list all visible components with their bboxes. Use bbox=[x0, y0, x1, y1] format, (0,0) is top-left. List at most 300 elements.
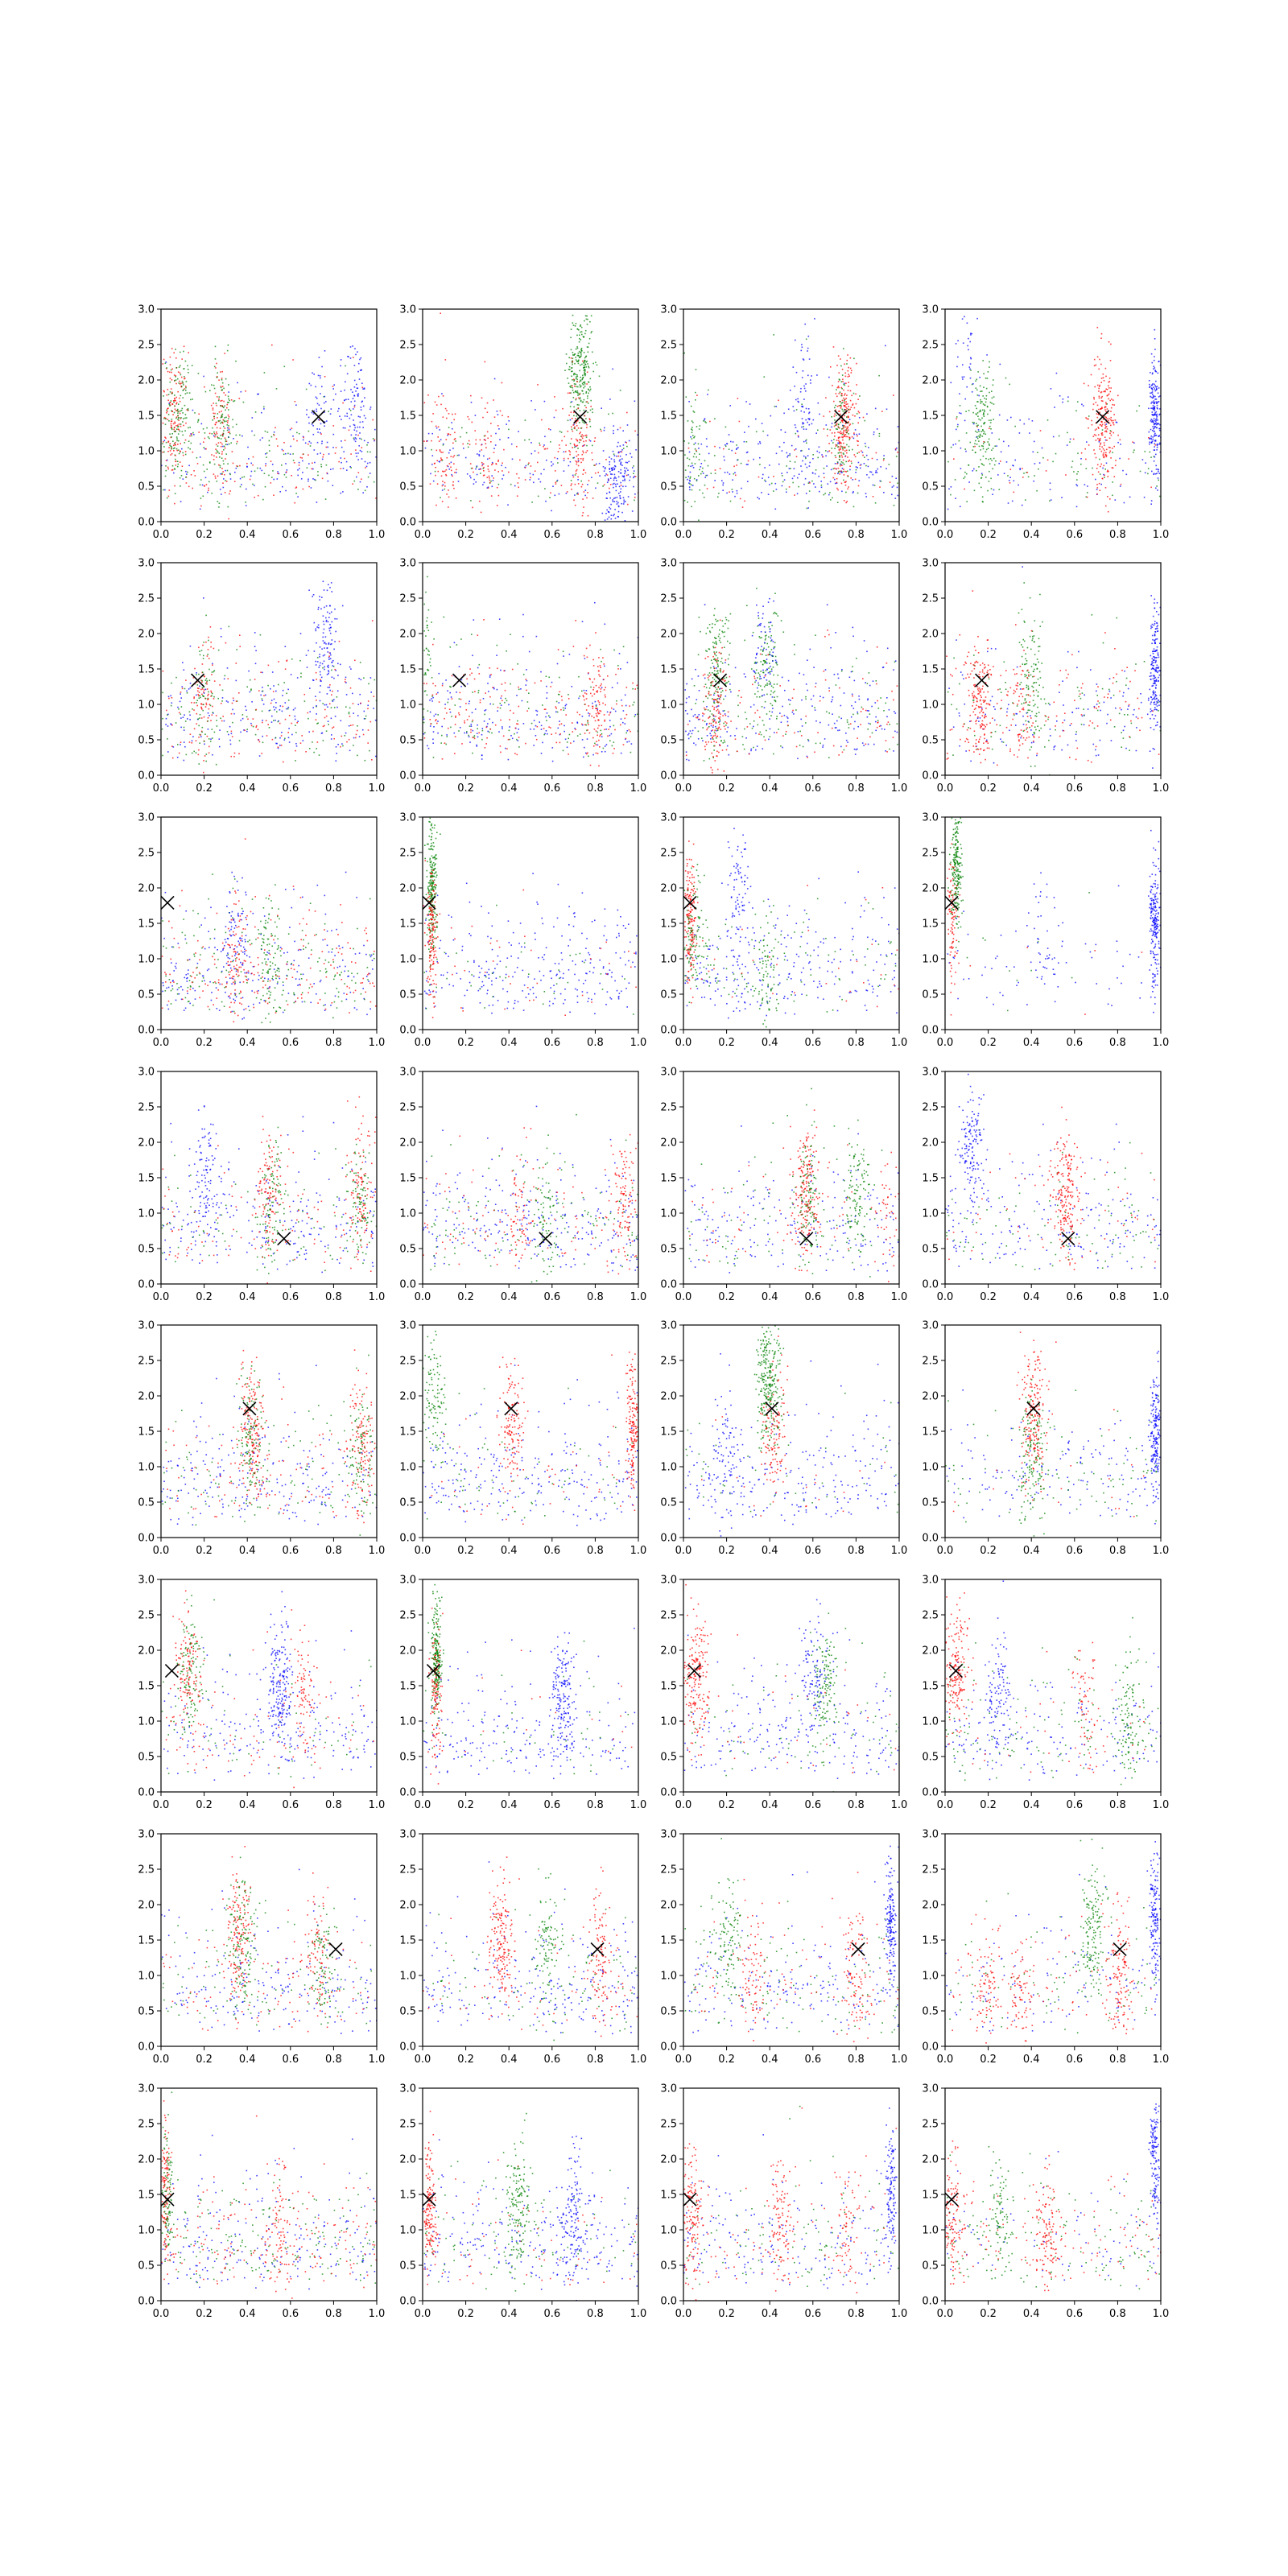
scatter-point bbox=[188, 486, 190, 488]
scatter-point bbox=[202, 688, 204, 690]
scatter-point bbox=[456, 691, 457, 693]
scatter-point bbox=[269, 727, 270, 729]
scatter-point bbox=[215, 367, 217, 369]
scatter-point bbox=[212, 737, 213, 739]
scatter-point bbox=[687, 479, 688, 481]
scatter-point bbox=[984, 398, 985, 399]
scatter-point bbox=[335, 394, 336, 395]
scatter-point bbox=[797, 398, 799, 400]
scatter-point bbox=[568, 357, 570, 359]
scatter-point bbox=[442, 489, 444, 491]
scatter-point bbox=[214, 732, 216, 733]
scatter-point bbox=[448, 433, 449, 435]
scatter-point bbox=[1099, 386, 1100, 387]
scatter-point bbox=[1108, 387, 1110, 389]
scatter-point bbox=[621, 489, 622, 490]
scatter-point bbox=[1092, 424, 1093, 426]
scatter-point bbox=[568, 431, 569, 432]
scatter-point bbox=[556, 701, 558, 703]
scatter-point bbox=[497, 460, 499, 461]
scatter-point bbox=[1110, 451, 1112, 452]
scatter-point bbox=[320, 609, 322, 610]
scatter-point bbox=[465, 457, 467, 459]
scatter-point bbox=[236, 649, 237, 650]
scatter-point bbox=[456, 472, 457, 473]
scatter-point bbox=[350, 389, 352, 390]
scatter-point bbox=[737, 490, 738, 492]
scatter-point bbox=[188, 465, 190, 467]
scatter-point bbox=[568, 369, 570, 370]
scatter-point bbox=[622, 486, 624, 488]
scatter-point bbox=[167, 371, 169, 373]
scatter-point bbox=[489, 476, 490, 477]
scatter-point bbox=[225, 458, 226, 460]
scatter-point bbox=[832, 497, 833, 499]
scatter-point bbox=[696, 426, 698, 427]
scatter-point bbox=[622, 480, 624, 481]
scatter-point bbox=[980, 487, 982, 489]
scatter-point bbox=[280, 705, 282, 707]
scatter-point bbox=[859, 480, 861, 481]
scatter-point bbox=[166, 361, 167, 363]
scatter-point bbox=[303, 437, 304, 439]
scatter-point bbox=[211, 384, 213, 386]
scatter-point bbox=[436, 426, 437, 427]
scatter-point bbox=[463, 448, 464, 449]
scatter-point bbox=[1119, 458, 1121, 460]
scatter-point bbox=[718, 493, 720, 494]
scatter-point bbox=[348, 398, 349, 400]
scatter-point bbox=[245, 706, 246, 708]
scatter-point bbox=[584, 382, 585, 383]
scatter-point bbox=[274, 435, 275, 436]
scatter-point bbox=[1104, 452, 1105, 454]
scatter-point bbox=[1110, 457, 1112, 459]
scatter-point bbox=[611, 473, 613, 475]
scatter-point bbox=[1107, 428, 1108, 430]
scatter-point bbox=[199, 695, 200, 696]
scatter-point bbox=[1104, 450, 1105, 452]
scatter-point bbox=[812, 458, 814, 460]
scatter-point bbox=[297, 720, 299, 722]
scatter-point bbox=[322, 456, 324, 458]
scatter-point bbox=[1154, 414, 1156, 415]
scatter-point bbox=[476, 440, 477, 441]
scatter-point bbox=[326, 716, 328, 717]
scatter-point bbox=[790, 468, 791, 469]
scatter-point bbox=[208, 436, 209, 438]
scatter-point bbox=[585, 435, 587, 436]
scatter-point bbox=[319, 596, 320, 597]
scatter-point bbox=[473, 619, 475, 621]
scatter-point bbox=[295, 724, 296, 726]
scatter-point bbox=[1107, 389, 1108, 390]
scatter-point bbox=[844, 385, 846, 386]
scatter-point bbox=[509, 726, 510, 728]
scatter-point bbox=[599, 475, 601, 477]
scatter-point bbox=[361, 357, 362, 359]
scatter-point bbox=[615, 477, 617, 479]
scatter-point bbox=[577, 386, 579, 388]
scatter-point bbox=[461, 679, 463, 681]
scatter-point bbox=[221, 444, 223, 445]
scatter-point bbox=[364, 397, 365, 398]
scatter-point bbox=[981, 390, 983, 392]
scatter-point bbox=[488, 487, 489, 489]
scatter-point bbox=[617, 483, 618, 485]
scatter-point bbox=[990, 478, 992, 480]
scatter-point bbox=[221, 473, 223, 475]
scatter-point bbox=[511, 444, 513, 445]
scatter-point bbox=[493, 452, 495, 453]
scatter-point bbox=[746, 452, 748, 454]
scatter-point bbox=[198, 754, 200, 756]
scatter-point bbox=[625, 462, 627, 464]
scatter-point bbox=[991, 460, 993, 461]
scatter-point bbox=[582, 484, 584, 485]
scatter-point bbox=[841, 428, 843, 430]
scatter-point bbox=[737, 493, 738, 494]
scatter-point bbox=[1155, 465, 1157, 467]
scatter-point bbox=[265, 453, 266, 455]
subplot-r2-c2 bbox=[399, 558, 646, 795]
scatter-point bbox=[737, 459, 739, 460]
scatter-point bbox=[217, 433, 218, 435]
scatter-point bbox=[357, 388, 359, 390]
scatter-point bbox=[980, 401, 982, 402]
scatter-point bbox=[355, 449, 357, 451]
scatter-point bbox=[1155, 421, 1157, 423]
scatter-point bbox=[221, 422, 223, 423]
scatter-point bbox=[227, 444, 229, 446]
scatter-point bbox=[332, 485, 334, 486]
scatter-point bbox=[852, 449, 853, 451]
scatter-point bbox=[579, 341, 580, 343]
scatter-point bbox=[569, 366, 571, 368]
scatter-point bbox=[625, 485, 627, 487]
scatter-point bbox=[696, 481, 698, 482]
scatter-point bbox=[841, 446, 843, 448]
scatter-point bbox=[464, 720, 465, 722]
scatter-point bbox=[355, 434, 357, 436]
scatter-point bbox=[582, 383, 584, 385]
scatter-point bbox=[466, 731, 468, 733]
scatter-point bbox=[360, 662, 361, 663]
scatter-point bbox=[625, 695, 626, 696]
scatter-point bbox=[1022, 477, 1024, 478]
scatter-point bbox=[588, 722, 589, 724]
scatter-point bbox=[559, 733, 561, 735]
scatter-point bbox=[364, 415, 365, 417]
scatter-point bbox=[267, 431, 269, 433]
scatter-point bbox=[623, 710, 625, 712]
scatter-point bbox=[218, 398, 220, 400]
scatter-point bbox=[353, 703, 354, 704]
scatter-point bbox=[436, 505, 437, 506]
scatter-point bbox=[572, 686, 573, 687]
scatter-point bbox=[324, 704, 326, 706]
scatter-point bbox=[472, 691, 473, 693]
scatter-point bbox=[246, 729, 248, 730]
scatter-point bbox=[983, 403, 985, 405]
scatter-point bbox=[354, 660, 356, 662]
scatter-point bbox=[167, 497, 168, 499]
scatter-point bbox=[691, 406, 692, 407]
scatter-point bbox=[331, 738, 332, 740]
scatter-point bbox=[174, 398, 175, 399]
scatter-point bbox=[1110, 387, 1112, 389]
scatter-point bbox=[1042, 448, 1043, 449]
scatter-point bbox=[171, 697, 173, 699]
scatter-point bbox=[845, 401, 847, 402]
scatter-point bbox=[1034, 475, 1035, 477]
scatter-point bbox=[223, 449, 225, 451]
scatter-point bbox=[497, 710, 498, 712]
scatter-point bbox=[448, 699, 449, 700]
scatter-point bbox=[722, 485, 724, 486]
scatter-point bbox=[540, 473, 542, 475]
scatter-point bbox=[1087, 492, 1088, 493]
x-tick-label: 0.4 bbox=[762, 529, 778, 541]
scatter-point bbox=[840, 471, 842, 473]
scatter-point bbox=[982, 429, 984, 431]
scatter-point bbox=[270, 703, 272, 704]
scatter-point bbox=[281, 745, 283, 746]
scatter-point bbox=[316, 502, 318, 503]
scatter-point bbox=[343, 427, 345, 429]
scatter-point bbox=[635, 476, 637, 477]
scatter-point bbox=[203, 496, 204, 497]
y-tick-label: 0.5 bbox=[138, 735, 155, 747]
scatter-point bbox=[589, 421, 591, 423]
scatter-point bbox=[1099, 440, 1100, 441]
scatter-point bbox=[473, 737, 475, 738]
scatter-point bbox=[847, 456, 848, 458]
scatter-point bbox=[257, 468, 258, 469]
scatter-point bbox=[1155, 419, 1157, 420]
scatter-point bbox=[203, 658, 204, 659]
scatter-point bbox=[212, 714, 213, 716]
scatter-point bbox=[586, 435, 588, 436]
scatter-point bbox=[1113, 420, 1114, 422]
scatter-point bbox=[620, 445, 621, 447]
scatter-point bbox=[174, 503, 175, 505]
scatter-point bbox=[508, 429, 510, 431]
scatter-points bbox=[423, 312, 639, 521]
scatter-point bbox=[842, 462, 844, 464]
scatter-point bbox=[212, 419, 213, 421]
scatter-point bbox=[167, 389, 169, 390]
scatter-point bbox=[803, 428, 805, 430]
scatter-point bbox=[269, 444, 270, 446]
scatter-point bbox=[584, 375, 586, 377]
y-tick-label: 2.5 bbox=[660, 340, 677, 352]
scatter-point bbox=[260, 695, 262, 696]
scatter-point bbox=[331, 734, 332, 736]
scatter-point bbox=[275, 707, 277, 708]
scatter-point bbox=[590, 389, 592, 390]
scatter-point bbox=[736, 464, 737, 466]
scatter-point bbox=[1109, 381, 1111, 382]
scatter-point bbox=[620, 498, 621, 500]
scatter-point bbox=[973, 446, 975, 448]
scatter-point bbox=[585, 724, 587, 726]
scatter-point bbox=[962, 377, 964, 378]
scatter-point bbox=[1133, 449, 1135, 451]
scatter-point bbox=[175, 409, 176, 411]
scatter-point bbox=[474, 738, 476, 740]
scatter-point bbox=[537, 711, 539, 712]
scatter-point bbox=[588, 347, 589, 349]
scatter-point bbox=[287, 453, 289, 455]
scatter-point bbox=[547, 712, 548, 714]
scatter-point bbox=[848, 374, 849, 376]
scatter-point bbox=[807, 348, 809, 349]
scatter-point bbox=[436, 693, 438, 695]
scatter-point bbox=[1100, 408, 1101, 410]
scatter-point bbox=[850, 357, 852, 359]
scatter-point bbox=[357, 755, 358, 757]
scatter-point bbox=[301, 457, 303, 459]
scatter-point bbox=[229, 726, 231, 728]
scatter-point bbox=[575, 325, 576, 327]
scatter-point bbox=[1133, 452, 1134, 453]
scatter-point bbox=[316, 398, 318, 399]
scatter-point bbox=[587, 398, 588, 399]
scatter-point bbox=[1099, 396, 1100, 398]
scatter-point bbox=[621, 449, 623, 451]
scatter-point bbox=[313, 374, 315, 375]
scatter-point bbox=[216, 715, 217, 716]
scatter-point bbox=[1102, 424, 1104, 426]
scatter-point bbox=[1154, 407, 1155, 408]
scatter-point bbox=[1148, 408, 1150, 410]
scatter-point bbox=[610, 504, 612, 506]
scatter-point bbox=[801, 344, 803, 345]
scatter-point bbox=[200, 485, 201, 486]
scatter-point bbox=[576, 379, 578, 381]
scatter-point bbox=[848, 433, 850, 435]
scatter-point bbox=[599, 463, 601, 464]
scatter-point bbox=[1105, 452, 1107, 454]
scatter-point bbox=[600, 429, 601, 431]
scatter-point bbox=[1154, 365, 1155, 367]
scatter-point bbox=[191, 443, 192, 444]
scatter-point bbox=[690, 477, 691, 478]
scatter-point bbox=[980, 419, 981, 421]
scatter-point bbox=[875, 502, 877, 504]
scatter-point bbox=[795, 399, 797, 401]
scatter-point bbox=[436, 723, 438, 724]
scatter-point bbox=[613, 708, 615, 710]
scatter-point bbox=[362, 729, 364, 731]
scatter-point bbox=[729, 405, 731, 407]
scatter-point bbox=[612, 413, 613, 415]
scatter-point bbox=[431, 698, 432, 700]
scatter-point bbox=[239, 465, 241, 467]
scatter-point bbox=[617, 446, 618, 448]
scatter-point bbox=[444, 485, 446, 487]
scatter-point bbox=[575, 353, 576, 355]
scatter-point bbox=[489, 458, 490, 460]
scatter-point bbox=[1096, 457, 1097, 459]
scatter-point bbox=[299, 433, 300, 435]
scatter-point bbox=[880, 466, 881, 468]
scatter-point bbox=[178, 708, 180, 710]
scatter-point bbox=[981, 445, 983, 447]
scatter-point bbox=[589, 386, 591, 388]
scatter-point bbox=[246, 687, 248, 688]
scatter-point bbox=[847, 360, 848, 361]
scatter-point bbox=[437, 733, 439, 734]
scatter-point bbox=[246, 716, 248, 718]
scatter-point bbox=[308, 718, 309, 720]
scatter-point bbox=[1113, 399, 1114, 401]
scatter-point bbox=[844, 399, 845, 401]
scatter-point bbox=[1154, 456, 1156, 458]
scatter-point bbox=[349, 426, 351, 427]
scatter-point bbox=[976, 425, 978, 427]
scatter-point bbox=[976, 379, 978, 381]
scatter-point bbox=[550, 727, 551, 729]
scatter-point bbox=[533, 474, 535, 476]
scatter-point bbox=[363, 734, 365, 736]
scatter-point bbox=[581, 434, 583, 436]
scatter-point bbox=[842, 437, 844, 439]
scatter-point bbox=[1149, 384, 1150, 386]
scatter-point bbox=[1136, 411, 1137, 412]
scatter-point bbox=[296, 422, 298, 423]
scatter-point bbox=[455, 716, 456, 717]
scatter-point bbox=[586, 497, 588, 499]
scatter-point bbox=[198, 725, 200, 727]
scatter-point bbox=[441, 726, 443, 728]
scatter-point bbox=[614, 455, 616, 456]
scatter-point bbox=[283, 454, 285, 456]
scatter-point bbox=[168, 447, 170, 448]
scatter-point bbox=[803, 411, 805, 413]
scatter-point bbox=[613, 451, 614, 452]
scatter-point bbox=[589, 321, 591, 323]
scatter-point bbox=[459, 714, 460, 716]
scatter-point bbox=[815, 486, 816, 488]
scatter-point bbox=[1113, 468, 1114, 469]
scatter-point bbox=[566, 493, 568, 494]
scatter-point bbox=[855, 394, 857, 395]
scatter-point bbox=[439, 440, 440, 442]
scatter-point bbox=[255, 411, 257, 413]
scatter-point bbox=[1105, 389, 1107, 390]
scatter-point bbox=[196, 672, 197, 674]
scatter-point bbox=[607, 518, 609, 520]
scatter-point bbox=[629, 480, 630, 481]
scatter-point bbox=[850, 400, 852, 402]
scatter-point bbox=[545, 501, 547, 502]
scatter-point bbox=[509, 739, 510, 741]
scatter-point bbox=[262, 470, 263, 472]
scatter-point bbox=[805, 440, 807, 442]
scatter-point bbox=[1019, 419, 1021, 421]
scatter-point bbox=[616, 700, 617, 702]
scatter-point bbox=[577, 348, 579, 349]
scatter-point bbox=[173, 400, 175, 402]
scatter-point bbox=[698, 448, 700, 449]
scatter-point bbox=[709, 421, 711, 423]
scatter-point bbox=[597, 732, 599, 733]
scatter-point bbox=[344, 458, 345, 460]
scatter-point bbox=[1103, 455, 1104, 456]
scatter-point bbox=[1070, 439, 1071, 440]
